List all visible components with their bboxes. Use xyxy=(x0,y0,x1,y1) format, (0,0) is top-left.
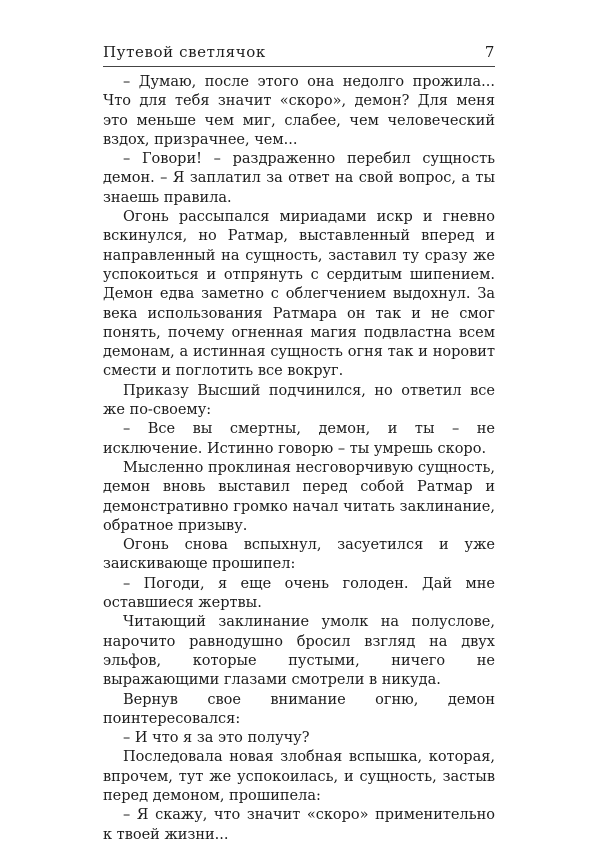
paragraph: – Погоди, я еще очень голоден. Дай мне оставшиеся жертвы. xyxy=(103,575,495,612)
page-number: 7 xyxy=(484,43,495,61)
paragraph: – Все вы смертны, демон, и ты – не исключение. Истинно говорю – ты умрешь скоро. xyxy=(103,421,495,457)
paragraph: Вернув свое внимание огню, демон поинтересовался: xyxy=(103,691,495,727)
paragraph: Последовала новая злобная вспышка, которая, впрочем, тут же успокоилась, и сущность, застыв перед демоном, прошипела: xyxy=(103,749,495,804)
paragraph: – Я скажу, что значит «скоро» применительно к твоей жизни... xyxy=(103,807,495,843)
paragraph: Мысленно проклиная несговорчивую сущность, демон вновь выставил перед собой Ратмар и демонстративно громко начал читать заклинание, обратное призыву. xyxy=(103,459,495,534)
paragraph: – И что я за это получу? xyxy=(123,730,310,747)
header-rule xyxy=(103,66,495,67)
body-text xyxy=(103,73,495,845)
paragraph: Читающий заклинание умолк на полуслове, нарочито равнодушно бросил взгляд на двух эльфов, которые пустыми, ничего не выражающими глазами смотрели в никуда. xyxy=(103,614,495,689)
paragraph: Огонь рассыпался мириадами искр и гневно вскинулся, но Ратмар, выставленный вперед и направленный на сущность, заставил ту сразу же успокоиться и отпрянуть с сердитым шипением. Демон едва заметно с облегчением выдохнул. За века использования Ратмара он так и не смог понять, почему огненная магия подвластна всем демонам, а истинная сущность огня так и норовит смести и поглотить все вокруг. xyxy=(103,209,495,380)
paragraph: Приказу Высший подчинился, но ответил все же по-своему: xyxy=(103,382,495,419)
paragraph: – Говори! – раздраженно перебил сущность демон. – Я заплатил за ответ на свой вопрос, а ты знаешь правила. xyxy=(103,151,495,206)
paragraph: – Думаю, после этого она недолго прожила... Что для тебя значит «скоро», демон? Для меня это меньше чем миг, слабее, чем человеческий вздох, призрачнее, чем... xyxy=(103,74,495,148)
paragraph: Огонь снова вспыхнул, засуетился и уже заискивающе прошипел: xyxy=(103,537,495,573)
running-head xyxy=(103,40,495,64)
running-title: Путевой светлячок xyxy=(103,43,266,61)
